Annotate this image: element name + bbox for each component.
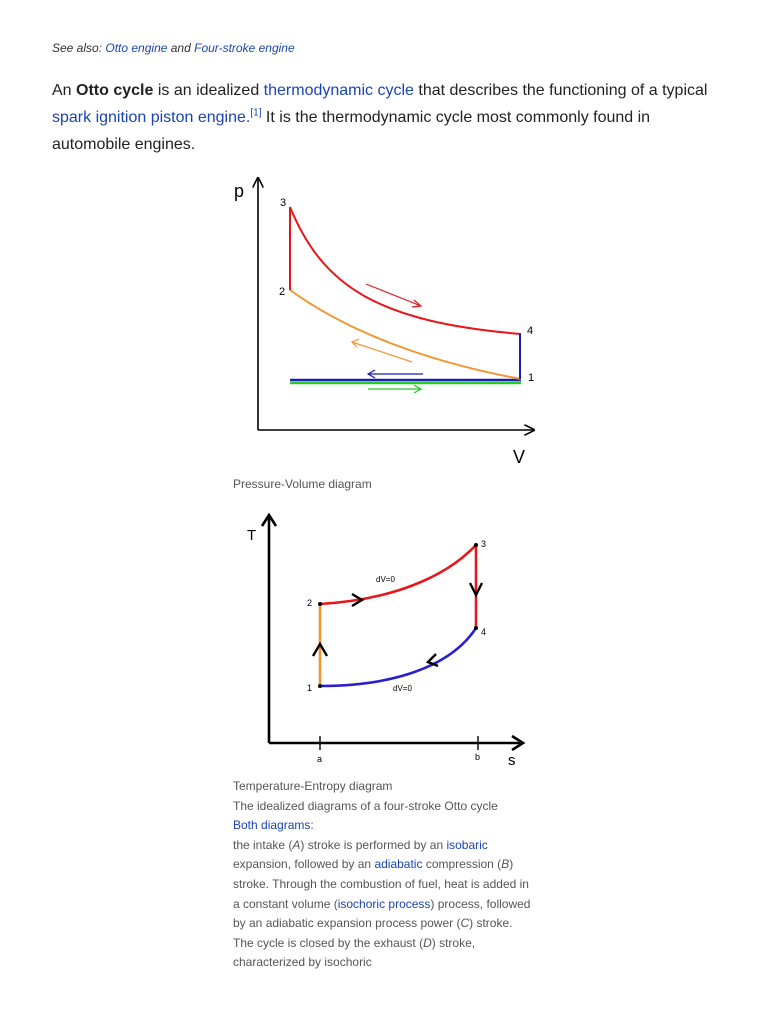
ts-point-4-dot — [474, 626, 478, 630]
caption-text-7: ) stroke. The cycle is closed by the exhaust ( — [233, 916, 513, 950]
caption-text-6: ) process, followed by an adiabatic expansion process power ( — [233, 896, 531, 931]
caption-text-8: ) stroke, characterized by isochoric — [233, 935, 476, 970]
pv-compression-curve — [290, 290, 521, 379]
caption-text-5: ) stroke. Through the combustion of fuel, heat is added in a constant volume ( — [233, 857, 529, 911]
thermodynamic-cycle-link[interactable]: thermodynamic cycle — [263, 82, 414, 99]
ts-heat-rejection-curve — [320, 628, 476, 686]
reference-1-link[interactable]: [1] — [250, 107, 262, 119]
figure-caption — [233, 777, 533, 973]
isobaric-link[interactable]: isobaric — [446, 837, 488, 852]
caption-text-3: expansion, followed by an — [233, 857, 375, 872]
otto-engine-link[interactable]: Otto engine — [105, 41, 168, 55]
pv-expansion-arrow — [366, 284, 421, 307]
hatnote-middle: and — [167, 41, 195, 55]
pv-intake-arrow — [368, 385, 421, 393]
intro-text-2: is an idealized — [153, 82, 264, 99]
pv-diagram — [228, 172, 544, 472]
pv-expansion-curve — [290, 207, 521, 334]
stroke-d: D — [423, 935, 432, 950]
caption-text-1: the intake ( — [233, 837, 293, 852]
ts-label-dv-top: dV=0 — [376, 575, 395, 584]
spark-ignition-link[interactable]: spark ignition piston engine. — [52, 109, 251, 126]
stroke-b: B — [501, 857, 510, 872]
ts-point-2-dot — [318, 602, 322, 606]
four-stroke-engine-link[interactable]: Four-stroke engine — [194, 41, 295, 55]
stroke-a: A — [292, 837, 301, 852]
ts-point-4: 4 — [481, 627, 487, 637]
ts-point-3: 3 — [481, 539, 487, 549]
caption-text-4: compression ( — [422, 857, 502, 872]
intro-text-4: It is the thermodynamic cycle most commonly found in automobile engines. — [52, 109, 651, 153]
intro-text-1: An — [52, 82, 77, 99]
both-diagrams-link[interactable]: Both diagrams — [233, 818, 311, 833]
adiabatic-link[interactable]: adiabatic — [374, 857, 423, 872]
ts-y-label: T — [247, 527, 257, 544]
pv-compression-arrow — [352, 339, 412, 362]
ts-tick-a-label: a — [317, 754, 323, 764]
pv-y-label: p — [234, 181, 245, 201]
caption-body — [233, 836, 533, 973]
intro-text-3: that describes the functioning of a typical — [413, 82, 708, 99]
pv-point-2: 2 — [279, 286, 286, 298]
ts-point-1: 1 — [307, 683, 313, 693]
pv-point-3: 3 — [280, 197, 287, 209]
ts-tick-b-label: b — [475, 752, 481, 762]
pv-point-4: 4 — [527, 325, 534, 337]
caption-text-2: ) stroke is performed by an — [300, 837, 447, 852]
ts-arrow-left — [428, 654, 438, 666]
ts-point-3-dot — [474, 543, 478, 547]
ts-diagram — [240, 508, 530, 770]
pv-point-1: 1 — [528, 372, 535, 384]
ts-caption: Temperature-Entropy diagram — [233, 779, 393, 793]
hatnote — [52, 41, 295, 55]
term-otto-cycle: Otto cycle — [76, 82, 154, 99]
ts-x-label: s — [508, 752, 516, 769]
caption-both-diagrams — [233, 816, 533, 836]
pv-x-label: V — [513, 447, 526, 467]
isochoric-process-link[interactable]: isochoric process — [337, 896, 431, 911]
ts-point-2: 2 — [307, 598, 313, 608]
caption-line-1: The idealized diagrams of a four-stroke Otto cycle — [233, 798, 498, 813]
ts-point-1-dot — [318, 684, 322, 688]
caption-colon: : — [310, 818, 314, 833]
pv-caption: Pressure-Volume diagram — [233, 477, 372, 491]
stroke-c: C — [460, 916, 470, 931]
ts-label-dv-bottom: dV=0 — [393, 684, 412, 693]
intro-paragraph — [52, 77, 732, 158]
hatnote-prefix: See also: — [52, 41, 106, 55]
pv-exhaust-arrow — [368, 370, 423, 378]
ts-heat-addition-curve — [320, 545, 476, 604]
